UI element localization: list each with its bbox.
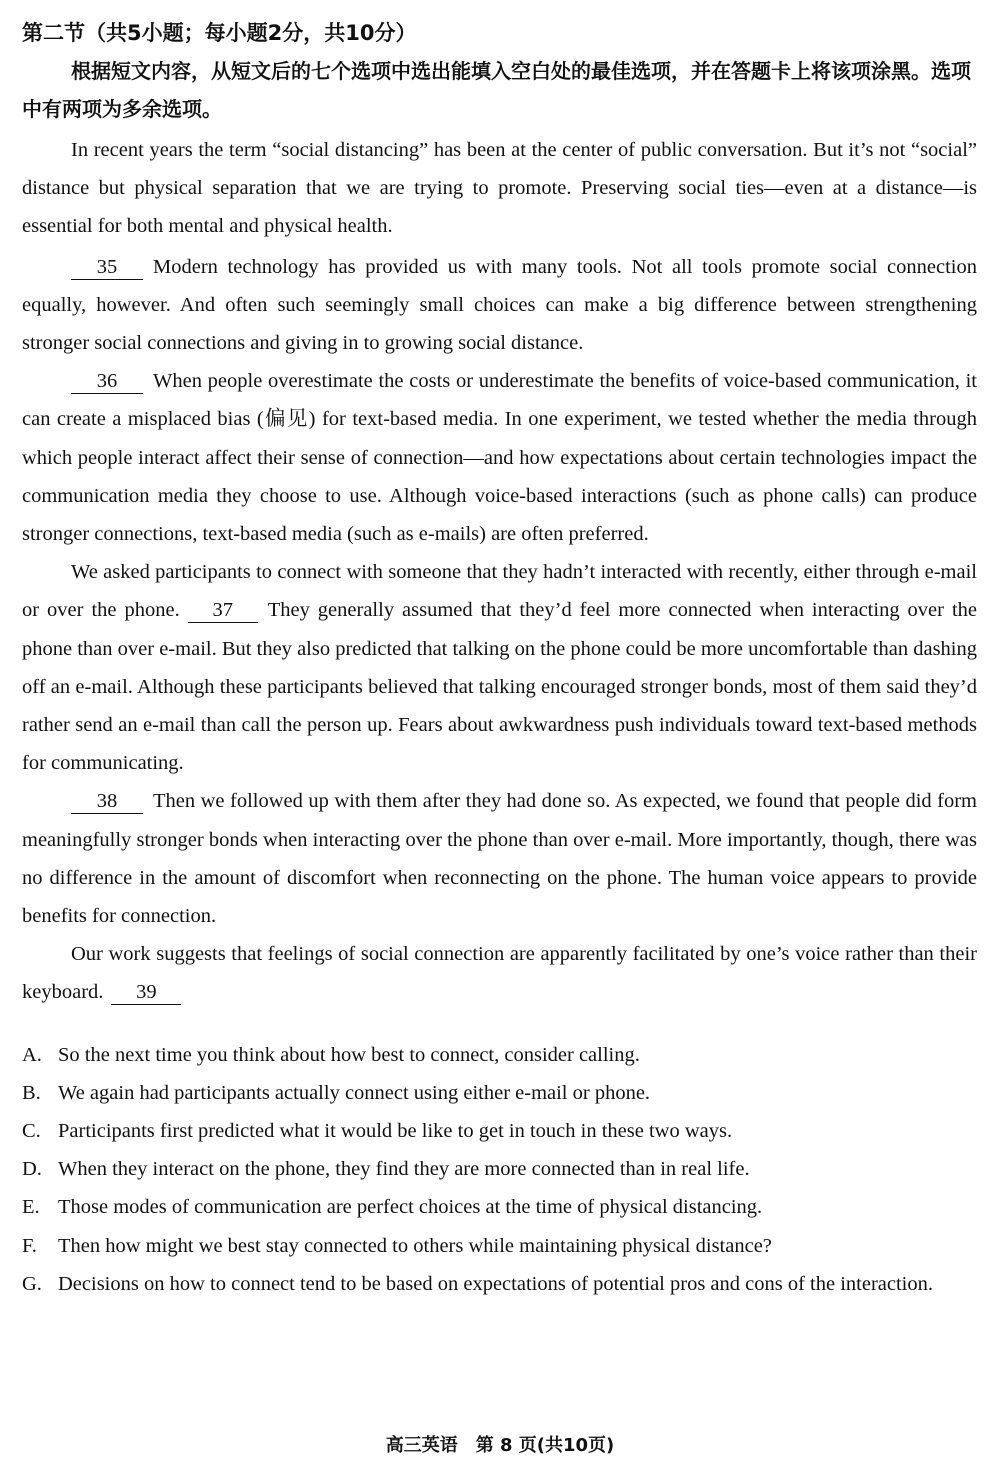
option-letter: E. (22, 1196, 40, 1219)
reading-passage (22, 131, 977, 1012)
option-text: Those modes of communication are perfect choices at the time of physical distancing. (58, 1196, 763, 1219)
option-text: Participants first predicted what it would be like to get in touch in these two ways. (58, 1120, 733, 1143)
paragraph-4-text-after: They generally assumed that they’d feel more connected when interacting over the phone than over e-mail. But they also predicted that talking on the phone could be more uncomfortable than dashing off an e-mail. Although these participants believed that talking encouraged stronger bonds, most of them said they’d rather send an e-mail than call the person up. Fears about awkwardness push individuals toward text-based methods for communicating. (22, 599, 977, 775)
option-letter: D. (22, 1158, 42, 1181)
option-b (22, 1074, 977, 1112)
paragraph-4 (22, 553, 977, 782)
paragraph-3-text: When people overestimate the costs or underestimate the benefits of voice-based communication, it can create a misplaced bias (偏见) for text-based media. In one experiment, we tested whether the media through which people interact affect their sense of connection—and how expectations about certain technologies impact the communication media they choose to use. Although voice-based interactions (such as phone calls) can produce stronger connections, text-based media (such as e-mails) are often preferred. (22, 370, 977, 546)
option-d (22, 1150, 977, 1188)
blank-35: 35 (71, 255, 143, 280)
blank-39: 39 (111, 980, 181, 1005)
option-letter: B. (22, 1081, 41, 1104)
option-text: We again had participants actually connect using either e-mail or phone. (58, 1081, 651, 1104)
option-e (22, 1188, 977, 1226)
option-g (22, 1265, 977, 1303)
paragraph-4-text-before: We asked participants to connect with someone that they hadn’t interacted with recently, either through e-mail or over the phone. (22, 561, 977, 622)
option-text: Then how might we best stay connected to others while maintaining physical distance? (58, 1234, 772, 1257)
option-letter: F. (22, 1234, 37, 1257)
option-text: When they interact on the phone, they find they are more connected than in real life. (58, 1158, 750, 1181)
paragraph-1: In recent years the term “social distancing” has been at the center of public conversation. But it’s not “social” distance but physical separation that we are trying to promote. Preserving social ties—even at a distance—is essential for both mental and physical health. (22, 139, 977, 238)
option-a (22, 1036, 977, 1074)
blank-37: 37 (188, 598, 258, 623)
exam-page (22, 14, 977, 1303)
option-letter: G. (22, 1272, 42, 1295)
paragraph-2-text: Modern technology has provided us with many tools. Not all tools promote social connection equally, however. And often such seemingly small choices can make a big difference between strengthening stronger social connections and giving in to growing social distance. (22, 255, 977, 355)
blank-36: 36 (71, 369, 143, 394)
option-c (22, 1112, 977, 1150)
option-text: So the next time you think about how best to connect, consider calling. (58, 1043, 640, 1066)
paragraph-2 (22, 248, 977, 363)
blank-38: 38 (71, 789, 143, 814)
paragraph-3 (22, 362, 977, 553)
option-text: Decisions on how to connect tend to be based on expectations of potential pros and cons of the interaction. (58, 1272, 934, 1295)
answer-options (22, 1036, 977, 1303)
option-letter: A. (22, 1043, 42, 1066)
option-f (22, 1227, 977, 1265)
paragraph-6 (22, 935, 977, 1011)
page-footer: 高三英语 第 8 页(共10页) (385, 1435, 615, 1456)
section-heading: 第二节（共5小题；每小题2分，共10分） (22, 21, 417, 45)
paragraph-5-text: Then we followed up with them after they had done so. As expected, we found that people did form meaningfully stronger bonds when interacting over the phone than over e-mail. More importantly, though, there was no difference in the amount of discomfort when reconnecting on the phone. The human voice appears to provide benefits for connection. (22, 790, 977, 928)
paragraph-5 (22, 782, 977, 935)
option-letter: C. (22, 1120, 41, 1143)
paragraph-6-text: Our work suggests that feelings of social connection are apparently facilitated by one’s voice rather than their keyboard. (22, 943, 977, 1004)
instructions: 根据短文内容，从短文后的七个选项中选出能填入空白处的最佳选项，并在答题卡上将该项涂黑。选项中有两项为多余选项。 (22, 59, 971, 121)
